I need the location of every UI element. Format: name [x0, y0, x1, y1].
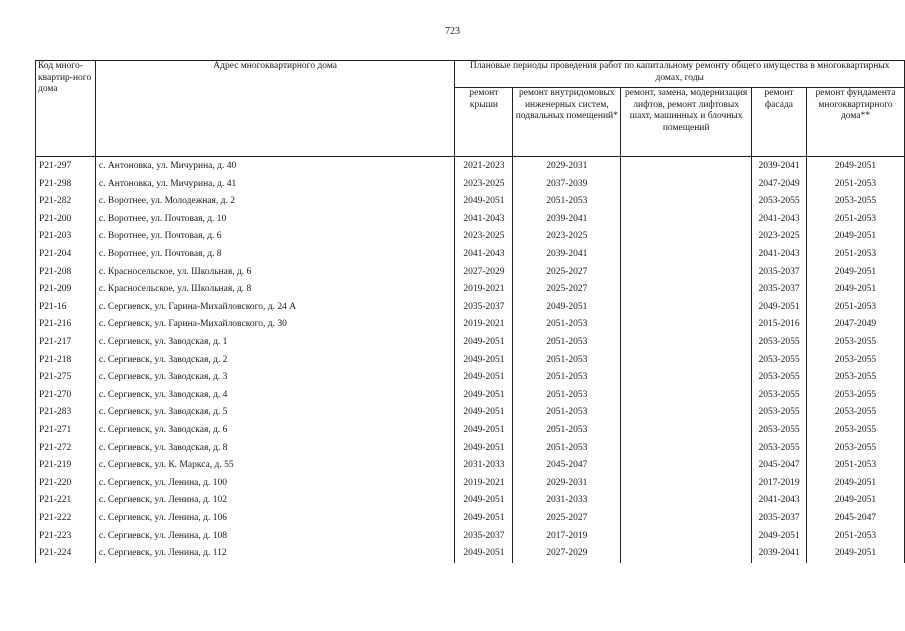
- cell-code: P21-16: [36, 299, 96, 317]
- cell-roof: 2031-2033: [455, 457, 513, 475]
- cell-code: P21-221: [36, 492, 96, 510]
- cell-roof: 2049-2051: [455, 404, 513, 422]
- cell-systems: 2049-2051: [513, 299, 621, 317]
- header-foundation: ремонт фундамента многоквартирного дома**: [807, 88, 905, 157]
- table-row: [36, 352, 905, 370]
- table-row: [36, 228, 905, 246]
- cell-roof: 2049-2051: [455, 492, 513, 510]
- table-row: [36, 422, 905, 440]
- cell-systems: 2051-2053: [513, 387, 621, 405]
- cell-address: с. Сергиевск, ул. К. Маркса, д. 55: [95, 457, 455, 475]
- cell-foundation: 2053-2055: [807, 352, 905, 370]
- cell-facade: 2045-2047: [752, 457, 807, 475]
- cell-facade: 2041-2043: [752, 246, 807, 264]
- cell-address: с. Воротнее, ул. Почтовая, д. 8: [95, 246, 455, 264]
- cell-roof: 2027-2029: [455, 264, 513, 282]
- cell-roof: 2049-2051: [455, 387, 513, 405]
- cell-code: P21-282: [36, 193, 96, 211]
- cell-lifts: [621, 264, 752, 282]
- cell-address: с. Красносельское, ул. Школьная, д. 6: [95, 264, 455, 282]
- cell-systems: 2017-2019: [513, 527, 621, 545]
- cell-systems: 2025-2027: [513, 281, 621, 299]
- cell-roof: 2041-2043: [455, 246, 513, 264]
- cell-foundation: 2051-2053: [807, 176, 905, 194]
- table-row: [36, 510, 905, 528]
- cell-address: с. Сергиевск, ул. Заводская, д. 1: [95, 334, 455, 352]
- table-row: [36, 369, 905, 387]
- cell-facade: 2047-2049: [752, 176, 807, 194]
- cell-code: P21-200: [36, 211, 96, 229]
- cell-lifts: [621, 545, 752, 563]
- cell-facade: 2017-2019: [752, 475, 807, 493]
- cell-facade: 2053-2055: [752, 352, 807, 370]
- cell-foundation: 2051-2053: [807, 457, 905, 475]
- table-row: [36, 246, 905, 264]
- cell-lifts: [621, 299, 752, 317]
- page-number: 723: [445, 26, 460, 37]
- header-facade: ремонт фасада: [752, 88, 807, 157]
- cell-facade: 2049-2051: [752, 299, 807, 317]
- cell-foundation: 2051-2053: [807, 527, 905, 545]
- cell-foundation: 2053-2055: [807, 387, 905, 405]
- cell-code: P21-220: [36, 475, 96, 493]
- cell-code: P21-219: [36, 457, 96, 475]
- cell-facade: 2035-2037: [752, 510, 807, 528]
- cell-facade: 2053-2055: [752, 440, 807, 458]
- cell-code: P21-275: [36, 369, 96, 387]
- table-row: [36, 334, 905, 352]
- cell-lifts: [621, 316, 752, 334]
- cell-address: с. Красносельское, ул. Школьная, д. 8: [95, 281, 455, 299]
- cell-facade: 2053-2055: [752, 369, 807, 387]
- cell-foundation: 2049-2051: [807, 475, 905, 493]
- cell-address: с. Сергиевск, ул. Заводская, д. 8: [95, 440, 455, 458]
- cell-foundation: 2047-2049: [807, 316, 905, 334]
- table-body: [36, 157, 905, 563]
- cell-roof: 2049-2051: [455, 193, 513, 211]
- capital-repair-table: [35, 60, 905, 563]
- table-row: [36, 211, 905, 229]
- cell-roof: 2049-2051: [455, 510, 513, 528]
- cell-roof: 2049-2051: [455, 545, 513, 563]
- cell-address: с. Сергиевск, ул. Заводская, д. 3: [95, 369, 455, 387]
- cell-lifts: [621, 510, 752, 528]
- cell-foundation: 2049-2051: [807, 492, 905, 510]
- cell-roof: 2035-2037: [455, 299, 513, 317]
- cell-address: с. Сергиевск, ул. Ленина, д. 100: [95, 475, 455, 493]
- header-code: Код много-квартир-ного дома: [36, 61, 96, 157]
- table-row: [36, 264, 905, 282]
- cell-code: P21-217: [36, 334, 96, 352]
- cell-code: P21-223: [36, 527, 96, 545]
- cell-lifts: [621, 211, 752, 229]
- cell-systems: 2039-2041: [513, 246, 621, 264]
- table-row: [36, 281, 905, 299]
- cell-roof: 2049-2051: [455, 369, 513, 387]
- cell-code: P21-204: [36, 246, 96, 264]
- cell-roof: 2019-2021: [455, 475, 513, 493]
- cell-facade: 2035-2037: [752, 264, 807, 282]
- cell-foundation: 2049-2051: [807, 281, 905, 299]
- cell-address: с. Сергиевск, ул. Заводская, д. 6: [95, 422, 455, 440]
- cell-roof: 2023-2025: [455, 176, 513, 194]
- cell-lifts: [621, 475, 752, 493]
- cell-facade: 2049-2051: [752, 527, 807, 545]
- header-lifts: ремонт, замена, модернизация лифтов, ремонт лифтовых шахт, машинных и блочных помещений: [621, 88, 752, 157]
- cell-foundation: 2051-2053: [807, 299, 905, 317]
- cell-facade: 2041-2043: [752, 211, 807, 229]
- cell-code: P21-216: [36, 316, 96, 334]
- table-row: [36, 299, 905, 317]
- cell-foundation: 2053-2055: [807, 404, 905, 422]
- cell-facade: 2035-2037: [752, 281, 807, 299]
- cell-foundation: 2051-2053: [807, 246, 905, 264]
- cell-code: P21-271: [36, 422, 96, 440]
- table-row: [36, 527, 905, 545]
- table-row: [36, 176, 905, 194]
- cell-foundation: 2049-2051: [807, 545, 905, 563]
- cell-systems: 2051-2053: [513, 334, 621, 352]
- cell-code: P21-272: [36, 440, 96, 458]
- cell-facade: 2041-2043: [752, 492, 807, 510]
- cell-address: с. Сергиевск, ул. Заводская, д. 2: [95, 352, 455, 370]
- table-row: [36, 387, 905, 405]
- cell-lifts: [621, 334, 752, 352]
- table-row: [36, 193, 905, 211]
- cell-foundation: 2049-2051: [807, 228, 905, 246]
- cell-systems: 2031-2033: [513, 492, 621, 510]
- cell-roof: 2019-2021: [455, 281, 513, 299]
- cell-code: P21-270: [36, 387, 96, 405]
- cell-lifts: [621, 387, 752, 405]
- cell-systems: 2039-2041: [513, 211, 621, 229]
- cell-lifts: [621, 157, 752, 176]
- cell-code: P21-222: [36, 510, 96, 528]
- cell-systems: 2025-2027: [513, 510, 621, 528]
- cell-address: с. Сергиевск, ул. Ленина, д. 106: [95, 510, 455, 528]
- cell-address: с. Сергиевск, ул. Гарина-Михайловского, д. 30: [95, 316, 455, 334]
- cell-lifts: [621, 492, 752, 510]
- cell-lifts: [621, 422, 752, 440]
- cell-facade: 2053-2055: [752, 193, 807, 211]
- cell-facade: 2039-2041: [752, 157, 807, 176]
- cell-address: с. Воротнее, ул. Почтовая, д. 6: [95, 228, 455, 246]
- header-periods: Плановые периоды проведения работ по капитальному ремонту общего имущества в многоквартирных домах, годы: [455, 61, 905, 88]
- cell-foundation: 2049-2051: [807, 264, 905, 282]
- cell-lifts: [621, 527, 752, 545]
- cell-systems: 2051-2053: [513, 440, 621, 458]
- table-row: [36, 440, 905, 458]
- header-systems: ремонт внутридомовых инженерных систем, подвальных помещений*: [513, 88, 621, 157]
- cell-code: P21-203: [36, 228, 96, 246]
- cell-foundation: 2053-2055: [807, 334, 905, 352]
- cell-systems: 2051-2053: [513, 422, 621, 440]
- cell-address: с. Воротнее, ул. Молодежная, д. 2: [95, 193, 455, 211]
- table-row: [36, 316, 905, 334]
- cell-facade: 2039-2041: [752, 545, 807, 563]
- cell-address: с. Антоновка, ул. Мичурина, д. 41: [95, 176, 455, 194]
- table-row: [36, 475, 905, 493]
- cell-roof: 2041-2043: [455, 211, 513, 229]
- cell-code: P21-224: [36, 545, 96, 563]
- cell-foundation: 2051-2053: [807, 211, 905, 229]
- cell-foundation: 2053-2055: [807, 193, 905, 211]
- cell-code: P21-208: [36, 264, 96, 282]
- cell-facade: 2053-2055: [752, 422, 807, 440]
- cell-address: с. Сергиевск, ул. Ленина, д. 108: [95, 527, 455, 545]
- cell-code: P21-209: [36, 281, 96, 299]
- cell-systems: 2051-2053: [513, 193, 621, 211]
- cell-lifts: [621, 281, 752, 299]
- cell-lifts: [621, 457, 752, 475]
- cell-facade: 2023-2025: [752, 228, 807, 246]
- cell-roof: 2021-2023: [455, 157, 513, 176]
- cell-roof: 2049-2051: [455, 440, 513, 458]
- cell-lifts: [621, 193, 752, 211]
- cell-facade: 2053-2055: [752, 334, 807, 352]
- cell-systems: 2025-2027: [513, 264, 621, 282]
- header-address: Адрес многоквартирного дома: [95, 61, 455, 157]
- table-row: [36, 457, 905, 475]
- cell-foundation: 2049-2051: [807, 157, 905, 176]
- cell-address: с. Антоновка, ул. Мичурина, д. 40: [95, 157, 455, 176]
- table-row: [36, 545, 905, 563]
- cell-foundation: 2053-2055: [807, 369, 905, 387]
- table-row: [36, 492, 905, 510]
- cell-facade: 2053-2055: [752, 404, 807, 422]
- cell-systems: 2023-2025: [513, 228, 621, 246]
- cell-systems: 2051-2053: [513, 369, 621, 387]
- cell-foundation: 2045-2047: [807, 510, 905, 528]
- cell-roof: 2049-2051: [455, 334, 513, 352]
- cell-lifts: [621, 352, 752, 370]
- cell-systems: 2045-2047: [513, 457, 621, 475]
- cell-address: с. Сергиевск, ул. Ленина, д. 102: [95, 492, 455, 510]
- cell-systems: 2051-2053: [513, 316, 621, 334]
- cell-systems: 2029-2031: [513, 475, 621, 493]
- cell-foundation: 2053-2055: [807, 422, 905, 440]
- cell-systems: 2029-2031: [513, 157, 621, 176]
- cell-roof: 2019-2021: [455, 316, 513, 334]
- cell-code: P21-297: [36, 157, 96, 176]
- header-roof: ремонт крыши: [455, 88, 513, 157]
- cell-roof: 2049-2051: [455, 422, 513, 440]
- cell-address: с. Сергиевск, ул. Заводская, д. 5: [95, 404, 455, 422]
- cell-address: с. Сергиевск, ул. Ленина, д. 112: [95, 545, 455, 563]
- cell-lifts: [621, 176, 752, 194]
- cell-roof: 2049-2051: [455, 352, 513, 370]
- cell-systems: 2037-2039: [513, 176, 621, 194]
- cell-foundation: 2053-2055: [807, 440, 905, 458]
- cell-facade: 2015-2016: [752, 316, 807, 334]
- cell-code: P21-298: [36, 176, 96, 194]
- cell-systems: 2051-2053: [513, 404, 621, 422]
- cell-lifts: [621, 228, 752, 246]
- cell-lifts: [621, 369, 752, 387]
- cell-facade: 2053-2055: [752, 387, 807, 405]
- cell-systems: 2051-2053: [513, 352, 621, 370]
- cell-code: P21-283: [36, 404, 96, 422]
- cell-address: с. Сергиевск, ул. Заводская, д. 4: [95, 387, 455, 405]
- cell-systems: 2027-2029: [513, 545, 621, 563]
- cell-lifts: [621, 246, 752, 264]
- cell-address: с. Воротнее, ул. Почтовая, д. 10: [95, 211, 455, 229]
- cell-lifts: [621, 404, 752, 422]
- table-row: [36, 404, 905, 422]
- cell-lifts: [621, 440, 752, 458]
- cell-code: P21-218: [36, 352, 96, 370]
- table-row: [36, 157, 905, 176]
- cell-roof: 2023-2025: [455, 228, 513, 246]
- cell-address: с. Сергиевск, ул. Гарина-Михайловского, д. 24 А: [95, 299, 455, 317]
- cell-roof: 2035-2037: [455, 527, 513, 545]
